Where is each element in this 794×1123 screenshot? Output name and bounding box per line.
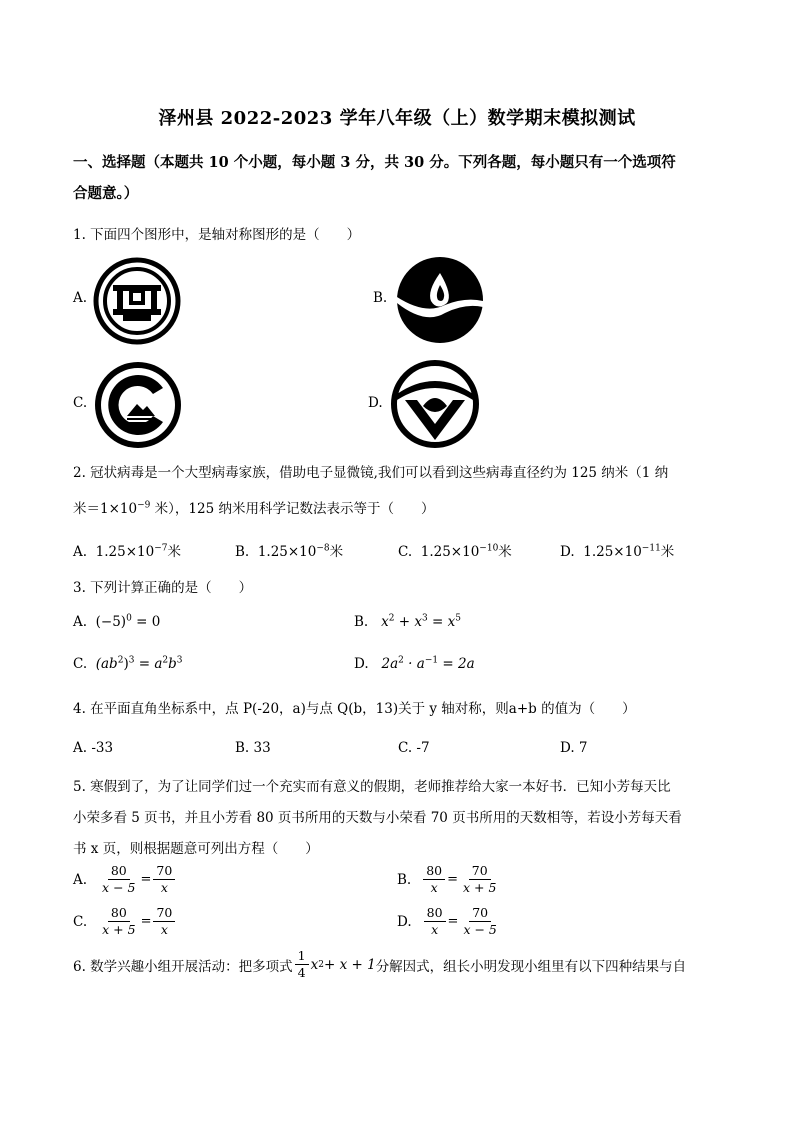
q4-option-b: B. 33 (235, 740, 271, 756)
question-5-line2: 小荣多看 5 页书，并且小芳看 80 页书所用的天数与小荣看 70 页书所用的天数相等，若设小芳每天看 (73, 810, 682, 826)
question-4-stem: 4. 在平面直角坐标系中，点 P(-20，a)与点 Q(b，13)关于 y 轴对称，则a+b 的值为（ ） (73, 701, 636, 717)
q5-option-d: D. $\frac{80}{x}$ = $\frac{70}{x - 5}$ (397, 905, 497, 937)
q2-option-c: C. $1.25\times 10^{-10}$米 (398, 543, 512, 560)
q1-option-c-label: C. (73, 395, 88, 411)
v-leaf-emblem-icon (391, 360, 479, 448)
question-1-stem: 1. 下面四个图形中，是轴对称图形的是（ ） (73, 227, 361, 243)
q2-option-d: D. $1.25\times 10^{-11}$米 (560, 543, 675, 560)
page-title: 泽州县 2022-2023 学年八年级（上）数学期末模拟测试 (158, 108, 636, 129)
q2-option-b: B. $1.25\times 10^{-8}$米 (235, 543, 344, 560)
question-6-line1: 6. 数学兴趣小组开展活动：把多项式 $\frac{1}{4}$ x 2 + x + 1 分解因式，组长小明发现小组里有以下四种结果与自 (73, 948, 687, 980)
section-heading-line1: 一、选择题（本题共 10 个小题，每小题 3 分，共 30 分。下列各题，每小题只有一个选项符 (73, 154, 676, 171)
q4-option-c: C. -7 (398, 740, 430, 756)
water-drop-emblem-icon (395, 255, 485, 345)
circle-emblem-icon (93, 257, 181, 345)
section-heading-line2: 合题意。） (73, 185, 139, 202)
q1-option-d-label: D. (368, 395, 383, 411)
question-5-line3: 书 x 页，则根据题意可列出方程（ ） (73, 841, 319, 857)
q3-option-d: D. $2a^2 \cdot a^{-1} = 2a$ (354, 655, 475, 672)
q3-option-a: A. $(-5)^0 = 0$ (73, 613, 161, 630)
q3-option-b: B. $x^2 + x^3 = x^5$ (354, 613, 461, 630)
q4-option-a: A. -33 (73, 740, 114, 756)
question-2-line1: 2. 冠状病毒是一个大型病毒家族，借助电子显微镜,我们可以看到这些病毒直径约为 125 纳米（1 纳 (73, 465, 669, 481)
q5-option-c: C. $\frac{80}{x + 5}$ = $\frac{70}{x}$ (73, 905, 177, 938)
q1-option-b-label: B. (373, 290, 388, 306)
q5-option-b: B. $\frac{80}{x}$ = $\frac{70}{x + 5}$ (397, 863, 497, 895)
q3-option-c: C. $(ab^2)^3 = a^2b^3$ (73, 655, 183, 672)
q4-option-d: D. 7 (560, 740, 588, 756)
c-mountain-emblem-icon (93, 360, 183, 450)
question-2-line2: 米$=1\times 10^{-9}$ 米），125 纳米用科学记数法表示等于（ ） (73, 500, 435, 517)
q2-option-a: A. $1.25\times 10^{-7}$米 (73, 543, 181, 560)
question-5-line1: 5. 寒假到了，为了让同学们过一个充实而有意义的假期，老师推荐给大家一本好书．已知小芳每天比 (73, 779, 671, 795)
q5-option-a: A. $\frac{80}{x - 5}$ = $\frac{70}{x}$ (73, 863, 177, 896)
question-3-stem: 3. 下列计算正确的是（ ） (73, 580, 253, 596)
q1-option-a-label: A. (73, 290, 88, 306)
